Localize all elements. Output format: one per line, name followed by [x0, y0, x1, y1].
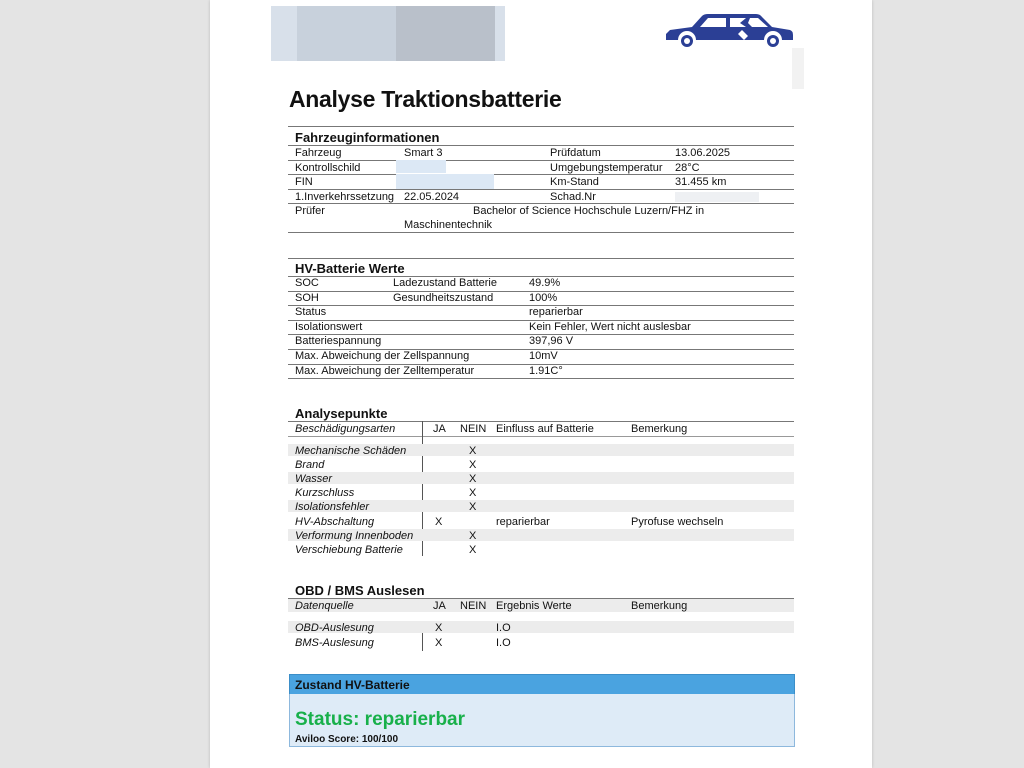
- analyse-row-name: Verformung Innenboden: [295, 530, 414, 542]
- divider: [288, 145, 794, 146]
- status-result: Status: reparierbar: [295, 709, 466, 730]
- analyse-row-nein: X: [469, 501, 477, 513]
- divider: [288, 232, 794, 233]
- column-header-ja: JA: [433, 600, 446, 612]
- hv-row-value: 1.91C°: [529, 365, 563, 377]
- analyse-row-nein: X: [469, 473, 477, 485]
- value-fin-redacted: [396, 174, 494, 189]
- hv-row-label: SOH: [295, 292, 319, 304]
- analyse-row-name: Isolationsfehler: [295, 501, 369, 513]
- analyse-row-ja: X: [435, 516, 443, 528]
- column-header-nein: NEIN: [460, 423, 487, 435]
- company-logo-redacted-part: [396, 6, 495, 61]
- hv-row-label: Max. Abweichung der Zellspannung: [295, 350, 470, 362]
- label-pruefer: Prüfer: [295, 205, 325, 217]
- hv-row-label: SOC: [295, 277, 319, 289]
- section-title-fahrzeug: Fahrzeuginformationen: [295, 130, 440, 145]
- value-fahrzeug: Smart 3: [404, 147, 443, 159]
- section-title-obd: OBD / BMS Auslesen: [295, 583, 425, 598]
- divider: [288, 126, 794, 127]
- hv-row-description: Gesundheitszustand: [393, 292, 494, 304]
- obd-row-ergebnis: I.O: [496, 622, 511, 634]
- hv-row-label: Max. Abweichung der Zelltemperatur: [295, 365, 475, 377]
- label-inverkehrssetzung: 1.Inverkehrssetzung: [295, 191, 395, 203]
- value-km-stand: 31.455 km: [675, 176, 727, 188]
- analyse-row-name: HV-Abschaltung: [295, 516, 375, 528]
- analyse-row-einfluss: reparierbar: [496, 516, 550, 528]
- column-header-einfluss: Einfluss auf Batterie: [496, 423, 594, 435]
- column-header-ergebnis: Ergebnis Werte: [496, 600, 572, 612]
- analyse-row-nein: X: [469, 530, 477, 542]
- report-page: [210, 0, 872, 768]
- analyse-row-nein: X: [469, 487, 477, 499]
- hv-row-value: 100%: [529, 292, 558, 304]
- value-schad-nr-redacted: [675, 192, 759, 202]
- value-inverkehrssetzung: 22.05.2024: [404, 191, 460, 203]
- label-schad-nr: Schad.Nr: [550, 191, 596, 203]
- column-header-bemerkung: Bemerkung: [631, 423, 688, 435]
- column-header-beschaedigungsarten: Beschädigungsarten: [295, 423, 396, 435]
- column-header-nein: NEIN: [460, 600, 487, 612]
- hv-row-value: 397,96 V: [529, 335, 574, 347]
- zustand-title: Zustand HV-Batterie: [295, 678, 410, 692]
- divider: [288, 160, 794, 161]
- obd-row-name: OBD-Auslesung: [295, 622, 374, 634]
- bms-row-ergebnis: I.O: [496, 637, 511, 649]
- label-fin: FIN: [295, 176, 313, 188]
- label-umgebungstemperatur: Umgebungstemperatur: [550, 162, 663, 174]
- divider: [288, 436, 794, 437]
- analyse-row-name: Kurzschluss: [295, 487, 355, 499]
- row-stripe: [288, 472, 794, 484]
- divider: [288, 258, 794, 259]
- value-umgebungstemperatur: 28°C: [675, 162, 700, 174]
- analyse-row-name: Wasser: [295, 473, 333, 485]
- analyse-row-name: Mechanische Schäden: [295, 445, 407, 457]
- label-fahrzeug: Fahrzeug: [295, 147, 342, 159]
- section-title-analyse: Analysepunkte: [295, 406, 388, 421]
- column-header-ja: JA: [433, 423, 446, 435]
- hv-row-label: Isolationswert: [295, 321, 363, 333]
- hv-row-value: Kein Fehler, Wert nicht auslesbar: [529, 321, 691, 333]
- divider: [288, 203, 794, 204]
- hv-row-description: Ladezustand Batterie: [393, 277, 497, 289]
- divider: [288, 174, 794, 175]
- hv-row-value: 10mV: [529, 350, 558, 362]
- hv-row-label: Batteriespannung: [295, 335, 382, 347]
- divider: [288, 378, 794, 379]
- document-title: Analyse Traktionsbatterie: [289, 86, 562, 112]
- value-pruefer-line1: Bachelor of Science Hochschule Luzern/FHZ in: [473, 205, 705, 217]
- analyse-row-bemerkung: Pyrofuse wechseln: [631, 516, 724, 528]
- bms-row-ja: X: [435, 637, 443, 649]
- hv-row-label: Status: [295, 306, 327, 318]
- analyse-row-nein: X: [469, 459, 477, 471]
- analyse-row-name: Brand: [295, 459, 325, 471]
- car-logo-icon: [664, 10, 794, 50]
- value-pruefer-line2: Maschinentechnik: [404, 219, 493, 231]
- company-logo-redacted-part: [297, 6, 396, 61]
- decorative-strip: [792, 48, 804, 89]
- analyse-row-nein: X: [469, 445, 477, 457]
- section-title-hv: HV-Batterie Werte: [295, 261, 405, 276]
- analyse-row-nein: X: [469, 544, 477, 556]
- hv-row-value: reparierbar: [529, 306, 583, 318]
- column-header-datenquelle: Datenquelle: [295, 600, 354, 612]
- label-kontrollschild: Kontrollschild: [295, 162, 361, 174]
- analyse-row-name: Verschiebung Batterie: [295, 544, 403, 556]
- obd-row-ja: X: [435, 622, 443, 634]
- bms-row-name: BMS-Auslesung: [295, 637, 374, 649]
- hv-row-value: 49.9%: [529, 277, 561, 289]
- divider: [288, 421, 794, 422]
- aviloo-score: Aviloo Score: 100/100: [295, 734, 399, 745]
- divider: [288, 189, 794, 190]
- label-km-stand: Km-Stand: [550, 176, 599, 188]
- label-pruefdatum: Prüfdatum: [550, 147, 601, 159]
- value-pruefdatum: 13.06.2025: [675, 147, 731, 159]
- column-header-bemerkung: Bemerkung: [631, 600, 688, 612]
- value-kontrollschild-redacted: [396, 160, 446, 173]
